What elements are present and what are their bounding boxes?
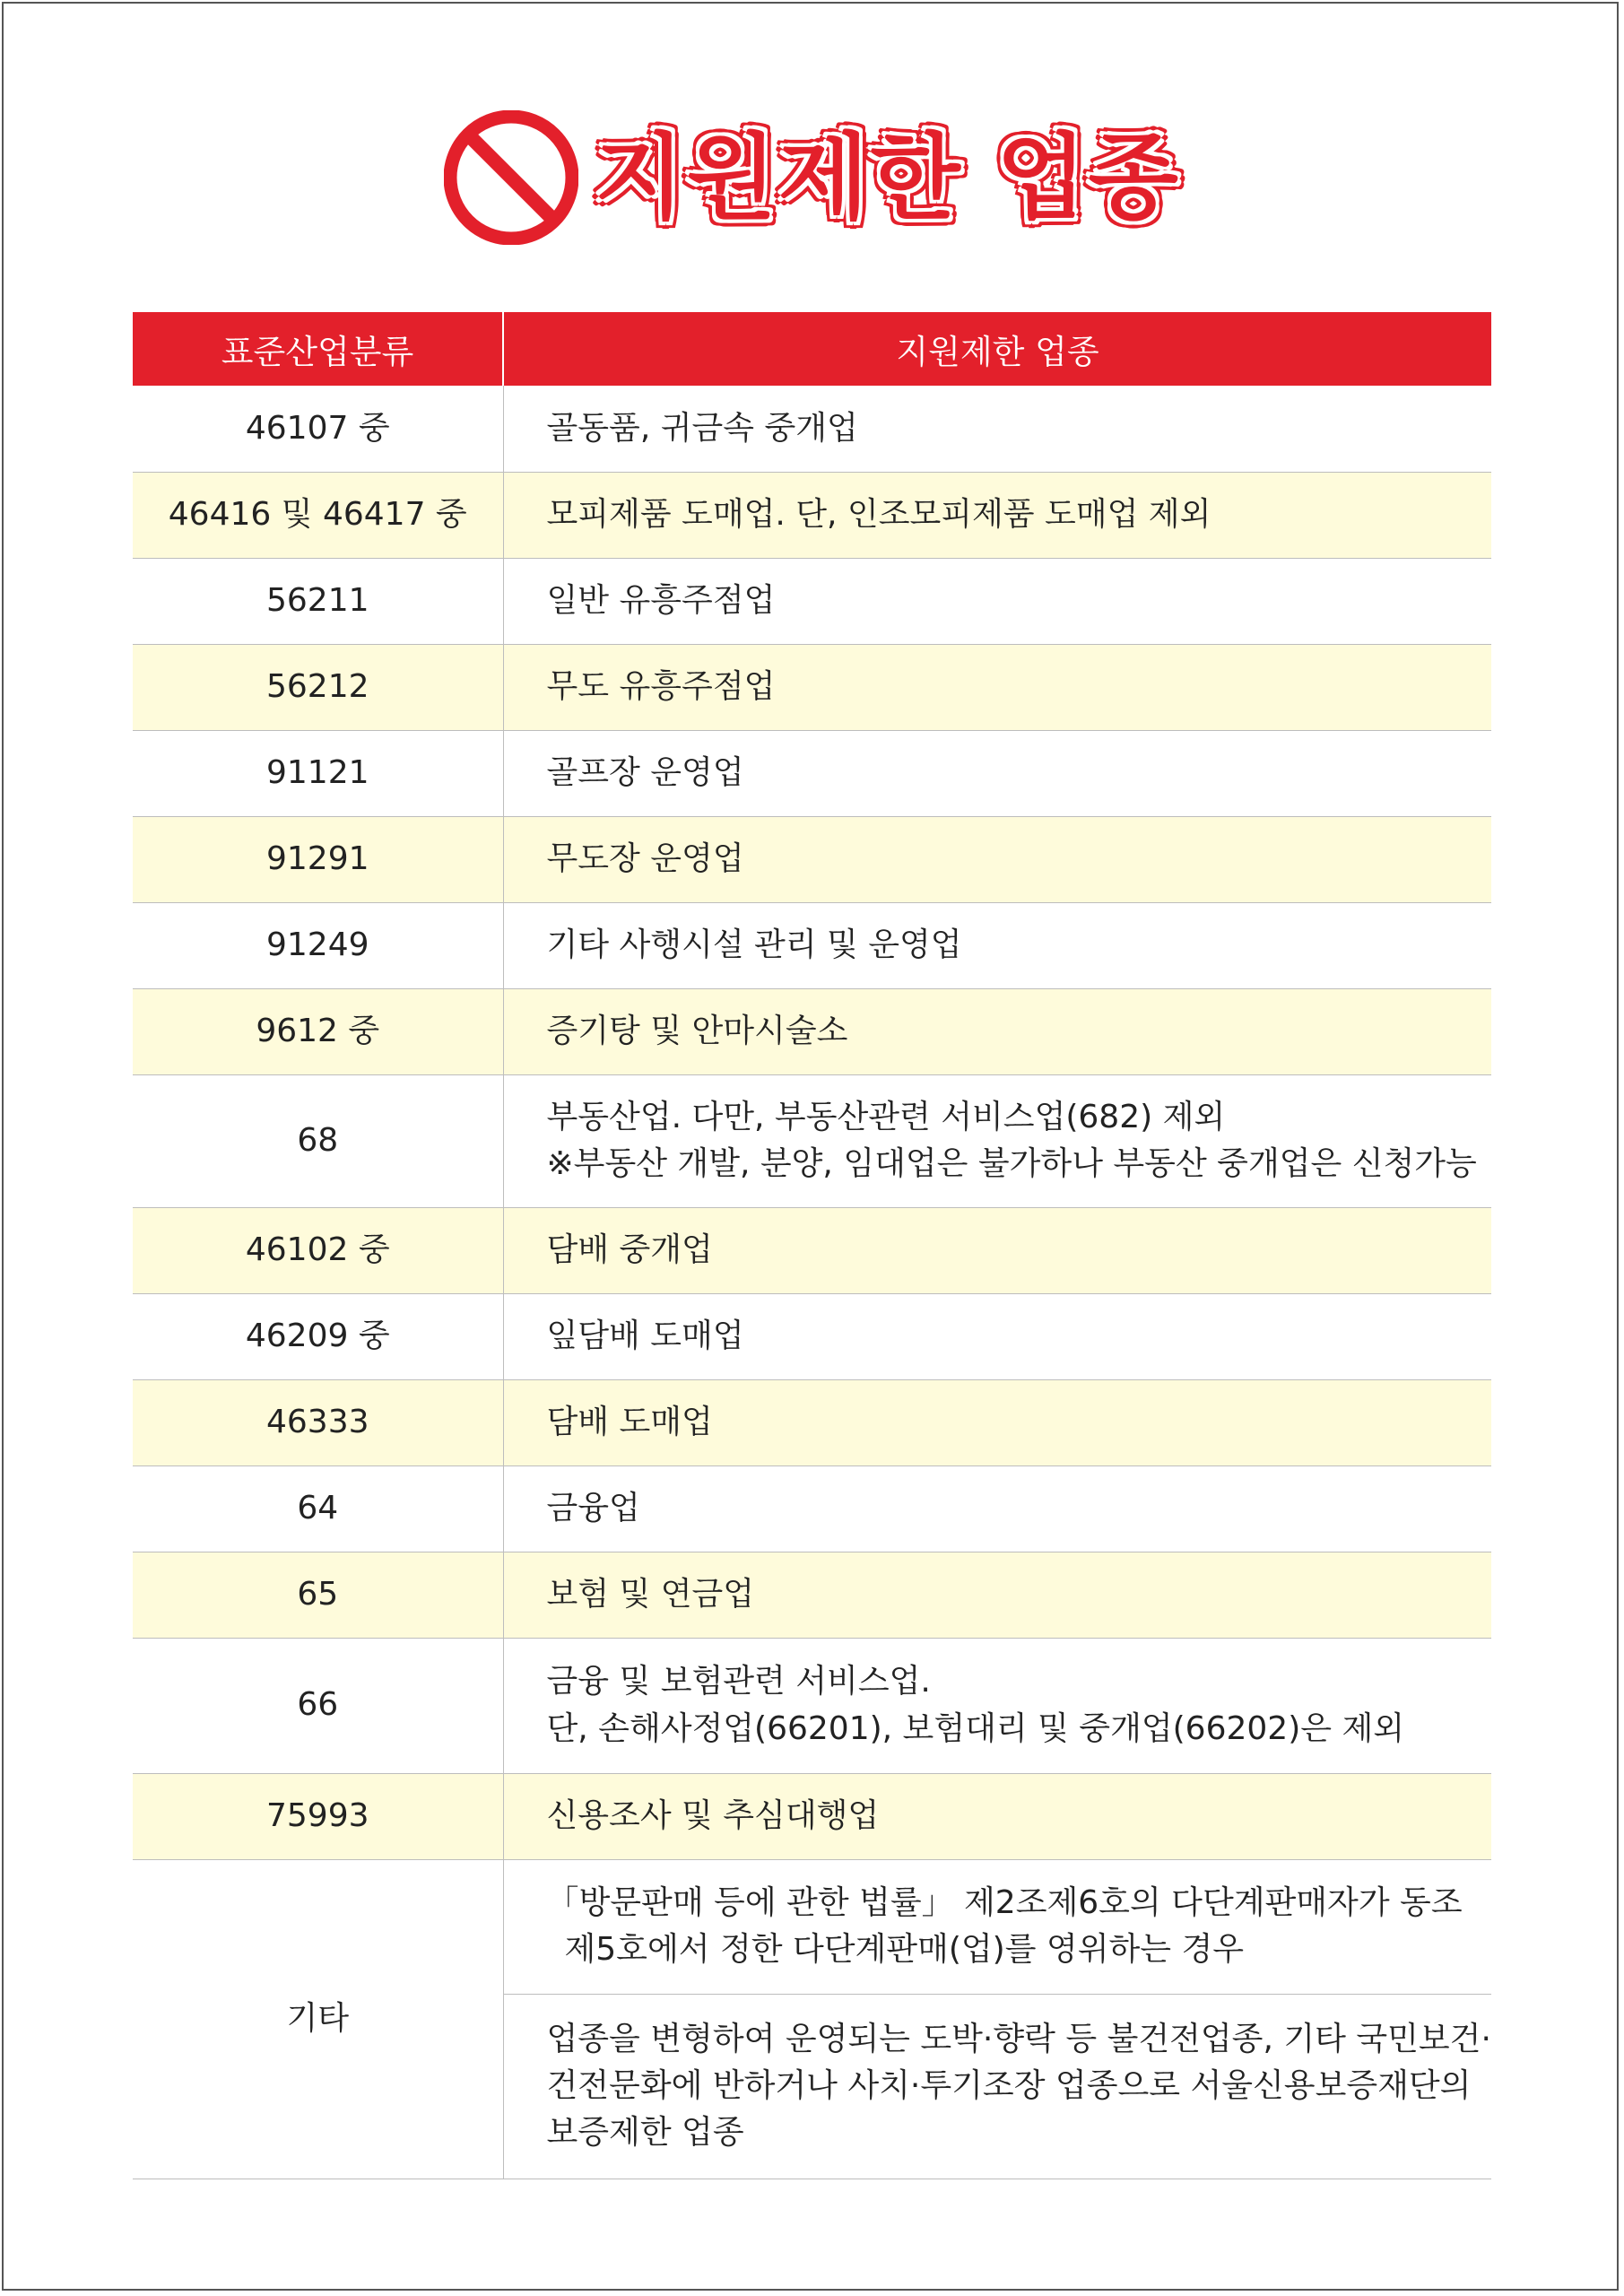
description-line: 금융 및 보험관련 서비스업. <box>546 1663 931 1700</box>
header-industry-code: 표준산업분류 <box>133 312 503 386</box>
industry-description-cell <box>503 816 1491 902</box>
industry-code-cell: 91249 <box>133 902 503 988</box>
description-line: 금융업 <box>546 1489 640 1526</box>
description-line: 담배 도매업 <box>546 1403 713 1440</box>
industry-description-cell <box>503 1379 1491 1465</box>
page-title-area <box>0 106 1624 249</box>
description-line: 제5호에서 정한 다단계판매(업)를 영위하는 경우 <box>564 1931 1245 1968</box>
description-line: 보증제한 업종 <box>546 2114 744 2152</box>
industry-description-cell <box>503 730 1491 816</box>
industry-code-cell: 56212 <box>133 644 503 730</box>
table-row <box>133 730 1491 816</box>
industry-code-cell: 46102 중 <box>133 1207 503 1293</box>
industry-description-cell <box>503 1552 1491 1638</box>
industry-description-cell <box>503 1638 1491 1773</box>
table-row <box>133 1552 1491 1638</box>
table-row <box>133 1465 1491 1552</box>
industry-description-cell <box>503 1293 1491 1379</box>
description-line: 부동산업. 다만, 부동산관련 서비스업(682) 제외 <box>546 1098 1226 1135</box>
industry-description-cell <box>503 472 1491 558</box>
page-title: 지원제한 업종 <box>595 123 1180 232</box>
industry-description-cell <box>503 988 1491 1074</box>
description-line: 무도 유흥주점업 <box>546 667 776 705</box>
industry-description-cell <box>503 902 1491 988</box>
description-line: 기타 사행시설 관리 및 운영업 <box>546 926 962 963</box>
table-row <box>133 472 1491 558</box>
industry-description-cell <box>503 1465 1491 1552</box>
industry-code-cell: 91291 <box>133 816 503 902</box>
table-row <box>133 816 1491 902</box>
description-line: 증기탕 및 안마시술소 <box>546 1012 848 1049</box>
industry-description-cell <box>503 386 1491 472</box>
industry-code-cell: 56211 <box>133 558 503 644</box>
industry-description-cell <box>503 1773 1491 1859</box>
industry-code-cell: 75993 <box>133 1773 503 1859</box>
table-row-other-1 <box>133 1859 1491 1994</box>
industry-description-cell <box>503 1074 1491 1207</box>
industry-code-cell: 46333 <box>133 1379 503 1465</box>
industry-description-cell <box>503 1859 1491 1994</box>
description-line: 담배 중개업 <box>546 1231 713 1268</box>
industry-code-cell: 64 <box>133 1465 503 1552</box>
description-line: 잎담배 도매업 <box>546 1317 744 1354</box>
description-line: 골동품, 귀금속 중개업 <box>546 409 858 447</box>
industry-code-cell: 46107 중 <box>133 386 503 472</box>
industry-code-cell: 46416 및 46417 중 <box>133 472 503 558</box>
industry-description-cell <box>503 1207 1491 1293</box>
description-line: 무도장 운영업 <box>546 839 744 877</box>
table-row <box>133 1207 1491 1293</box>
industry-code-cell: 68 <box>133 1074 503 1207</box>
industry-code-cell: 9612 중 <box>133 988 503 1074</box>
description-line: 골프장 운영업 <box>546 753 744 791</box>
industry-description-cell <box>503 1994 1491 2179</box>
table-row <box>133 386 1491 472</box>
description-line: 보험 및 연금업 <box>546 1575 755 1613</box>
header-restricted-industry: 지원제한 업종 <box>503 312 1491 386</box>
description-line: 업종을 변형하여 운영되는 도박·향락 등 불건전업종, 기타 국민보건· <box>546 2020 1491 2057</box>
industry-code-cell: 66 <box>133 1638 503 1773</box>
industry-description-cell <box>503 644 1491 730</box>
table-row <box>133 1379 1491 1465</box>
table-row <box>133 988 1491 1074</box>
industry-code-cell-other: 기타 <box>133 1859 503 2179</box>
table-row <box>133 1074 1491 1207</box>
table-row <box>133 558 1491 644</box>
prohibited-icon <box>444 110 578 245</box>
description-line: 단, 손해사정업(66201), 보험대리 및 중개업(66202)은 제외 <box>546 1709 1405 1747</box>
description-line: 건전문화에 반하거나 사치·투기조장 업종으로 서울신용보증재단의 <box>546 2066 1472 2104</box>
table-row <box>133 1773 1491 1859</box>
table-header-row <box>133 312 1491 386</box>
industry-code-cell: 65 <box>133 1552 503 1638</box>
description-line: 신용조사 및 추심대행업 <box>546 1796 880 1834</box>
description-line: ※부동산 개발, 분양, 임대업은 불가하나 부동산 중개업은 신청가능 <box>546 1145 1477 1182</box>
restricted-industries-table <box>133 312 1491 2179</box>
table-row <box>133 644 1491 730</box>
description-line: 일반 유흥주점업 <box>546 581 776 619</box>
industry-description-cell <box>503 558 1491 644</box>
table-row <box>133 1293 1491 1379</box>
description-line: 모피제품 도매업. 단, 인조모피제품 도매업 제외 <box>546 495 1211 533</box>
industry-code-cell: 91121 <box>133 730 503 816</box>
description-line: 「방문판매 등에 관한 법률」 제2조제6호의 다단계판매자가 동조 <box>546 1883 1463 1921</box>
industry-code-cell: 46209 중 <box>133 1293 503 1379</box>
table-row <box>133 1638 1491 1773</box>
table-row <box>133 902 1491 988</box>
